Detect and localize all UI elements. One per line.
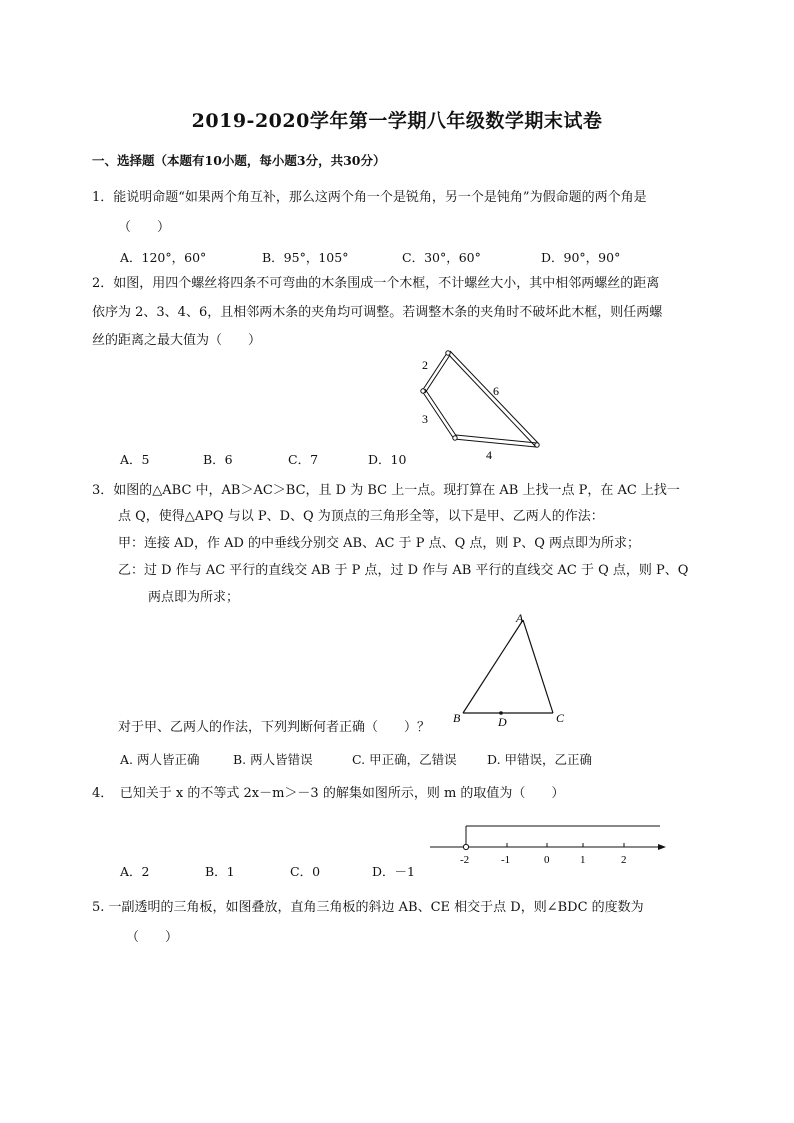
screw-2 bbox=[421, 389, 425, 393]
q1-line2: （ ） bbox=[118, 220, 171, 235]
exam-title: 2019-2020学年第一学期八年级数学期末试卷 bbox=[191, 110, 603, 132]
q4-option-b: B．1 bbox=[205, 864, 235, 879]
q4-line1: 4． 已知关于 x 的不等式 2x－m＞－3 的解集如图所示，则 m 的取值为（ ） bbox=[92, 786, 565, 801]
q2-line2: 依序为 2、3、4、6，且相邻两木条的夹角均可调整。若调整木条的夹角时不破坏此木框，则任两螺 bbox=[92, 305, 663, 320]
q2-option-c: C．7 bbox=[288, 452, 319, 467]
q3-line2: 点 Q，使得△APQ 与以 P、D、Q 为顶点的三角形全等，以下是甲、乙两人的作法： bbox=[118, 509, 604, 524]
screw-4 bbox=[535, 443, 539, 447]
q2-line3: 丝的距离之最大值为（ ） bbox=[92, 333, 262, 348]
q2-option-a: A．5 bbox=[120, 452, 150, 467]
q5-line1: 5. 一副透明的三角板，如图叠放，直角三角板的斜边 AB、CE 相交于点 D，则∠BDC 的度数为 bbox=[92, 900, 644, 915]
side-label-3: 3 bbox=[422, 412, 428, 426]
tick-label-minus-2: -2 bbox=[460, 854, 470, 866]
q1-option-c: C．30°，60° bbox=[402, 250, 481, 265]
q3-option-c: C. 甲正确，乙错误 bbox=[352, 752, 457, 767]
q3-line1: 3．如图的△ABC 中，AB＞AC＞BC，且 D 为 BC 上一点。现打算在 AB 上找一点 P，在 AC 上找一 bbox=[92, 483, 680, 498]
q1-option-a: A．120°，60° bbox=[120, 250, 207, 265]
vertex-label-d: D bbox=[498, 715, 507, 728]
q3-line5: 两点即为所求； bbox=[148, 590, 240, 605]
screw-1 bbox=[446, 351, 450, 355]
vertex-label-c: C bbox=[556, 711, 565, 725]
q3-line3: 甲：连接 AD，作 AD 的中垂线分别交 AB、AC 于 P 点、Q 点，则 P、Q 两点即为所求； bbox=[118, 536, 641, 551]
vertex-label-a: A bbox=[516, 611, 524, 625]
q3-option-b: B. 两人皆错误 bbox=[233, 752, 313, 767]
q1-line1: 1．能说明命题“如果两个角互补，那么这两个角一个是锐角，另一个是钝角”为假命题的两个角是 bbox=[92, 190, 647, 205]
q2-option-d: D．10 bbox=[368, 452, 407, 467]
wood-frame-figure bbox=[405, 345, 555, 470]
q4-option-a: A．2 bbox=[120, 864, 150, 879]
q2-option-b: B．6 bbox=[203, 452, 233, 467]
q3-line4: 乙：过 D 作与 AC 平行的直线交 AB 于 P 点，过 D 作与 AB 平行的直线交 AC 于 Q 点，则 P、Q bbox=[118, 563, 689, 578]
section-heading: 一、选择题（本题有10小题，每小题3分，共30分） bbox=[92, 153, 386, 168]
q1-option-d: D．90°，90° bbox=[541, 250, 621, 265]
tick-label-1: 1 bbox=[580, 854, 586, 866]
q3-option-d: D. 甲错误，乙正确 bbox=[487, 752, 593, 767]
q4-option-c: C．0 bbox=[290, 864, 321, 879]
q3-option-a: A. 两人皆正确 bbox=[120, 752, 200, 767]
tick-label-minus-1: -1 bbox=[501, 854, 511, 866]
q1-option-b: B．95°，105° bbox=[262, 250, 349, 265]
side-label-2: 2 bbox=[422, 358, 428, 372]
tick-label-0: 0 bbox=[544, 854, 550, 866]
q4-option-d: D．－1 bbox=[372, 864, 415, 879]
number-line-figure bbox=[425, 820, 670, 870]
triangle-abc-figure bbox=[450, 610, 575, 728]
tick-label-2: 2 bbox=[621, 854, 627, 866]
open-point-minus-2 bbox=[463, 844, 468, 849]
q5-line2: （ ） bbox=[126, 930, 179, 945]
q3-line6: 对于甲、乙两人的作法，下列判断何者正确（ ）？ bbox=[118, 720, 431, 735]
q2-line1: 2．如图，用四个螺丝将四条不可弯曲的木条围成一个木框，不计螺丝大小，其中相邻两螺丝的距离 bbox=[92, 276, 660, 291]
side-label-4: 4 bbox=[486, 448, 492, 462]
screw-3 bbox=[453, 436, 457, 440]
vertex-label-b: B bbox=[453, 711, 461, 725]
side-label-6: 6 bbox=[493, 384, 499, 398]
